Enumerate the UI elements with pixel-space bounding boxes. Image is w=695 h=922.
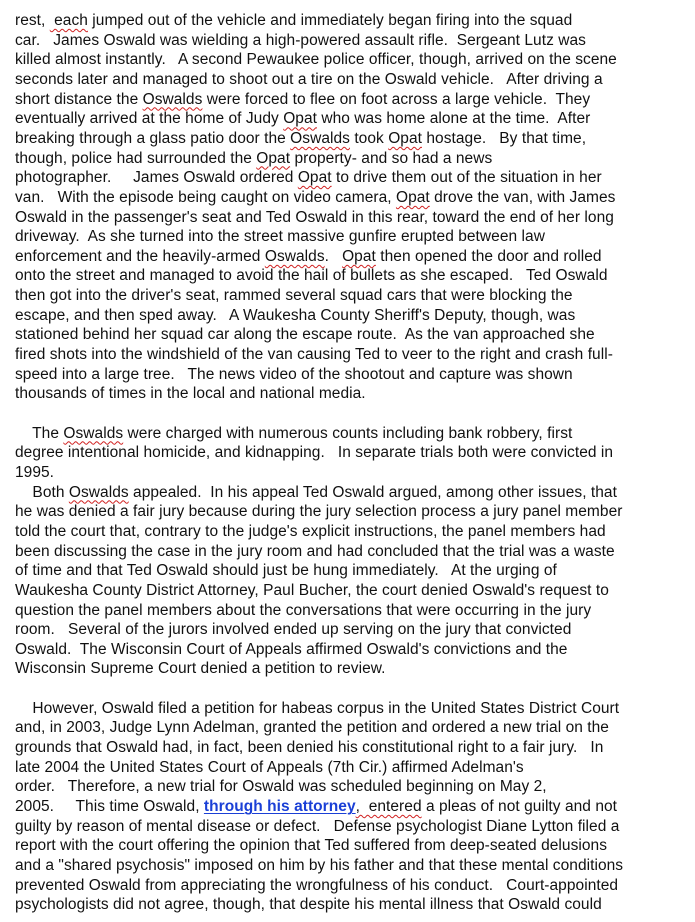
text-line <box>15 758 524 778</box>
text-run: escape, and then sped away. A Waukesha County Sheriff's Deputy, though, was <box>15 306 576 324</box>
text-run: psychologists did not agree, though, that despite his mental illness that Oswald could <box>15 896 602 914</box>
text-line <box>15 11 572 31</box>
spellcheck-flagged-word: Oswalds <box>264 247 325 265</box>
text-run: seconds later and managed to shoot out a tire on the Oswald vehicle. After driving a <box>15 70 603 88</box>
spellcheck-flagged-word: Opat <box>395 188 430 206</box>
text-run: then got into the driver's seat, rammed several squad cars that were blocking the <box>15 287 573 305</box>
text-run: report with the court offering the opinion that Ted suffered from deep-seated delusions <box>15 837 608 855</box>
text-line <box>15 109 590 129</box>
text-line <box>15 227 545 247</box>
text-run: and, in 2003, Judge Lynn Adelman, granted the petition and ordered a new trial on the <box>15 719 609 737</box>
text-run: fired shots into the windshield of the van causing Ted to veer to the right and crash full- <box>15 346 613 363</box>
text-run: and a "shared psychosis" imposed on him by his father and that these mental conditions <box>15 856 624 874</box>
text-run: onto the street and managed to avoid the hail of bullets as she escaped. Ted Oswald <box>15 267 608 285</box>
text-line <box>15 149 492 169</box>
text-line <box>15 836 607 856</box>
text-line <box>15 620 571 640</box>
text-line <box>15 266 608 286</box>
text-line <box>15 542 615 562</box>
text-run: stationed behind her squad car along the escape route. As the van approached she <box>15 326 595 344</box>
text-run: were charged with numerous counts including bank robbery, first <box>123 424 573 442</box>
text-run: The <box>15 424 64 442</box>
text-run: though, police had surrounded the <box>15 149 257 167</box>
spellcheck-flagged-word: Oswalds <box>290 129 350 147</box>
text-line <box>15 424 572 444</box>
text-line <box>15 31 586 51</box>
spellcheck-flagged-word: Oswalds <box>68 483 129 501</box>
text-run: Oswald in the passenger's seat and Ted Oswald in this rear, toward the end of her long <box>15 208 614 226</box>
spellcheck-flagged-word: Opat <box>297 169 332 187</box>
text-line <box>15 522 606 542</box>
text-line <box>15 895 602 915</box>
text-run: 1995. <box>15 463 55 481</box>
text-line <box>15 659 385 679</box>
text-run: However, Oswald filed a petition for habeas corpus in the United States District Court <box>15 699 620 717</box>
text-line <box>15 443 613 463</box>
text-run: told the court that, contrary to the judge's explicit instructions, the panel members had <box>15 522 606 540</box>
text-run: he was denied a fair jury because during the jury selection process a jury panel member <box>15 503 623 521</box>
text-run: room. Several of the jurors involved ended up serving on the jury that convicted <box>15 621 572 639</box>
spellcheck-flagged-word: , entered <box>355 798 422 815</box>
text-line <box>15 325 595 345</box>
text-line <box>15 384 366 404</box>
text-line <box>15 129 586 149</box>
text-line <box>15 699 619 719</box>
text-run: speed into a large tree. The news video of the shootout and capture was shown <box>15 365 573 383</box>
text-run: car. James Oswald was wielding a high-powered assault rifle. Sergeant Lutz was <box>15 31 586 49</box>
text-run: property- and so had a news <box>290 149 493 167</box>
text-run: short distance the <box>15 90 143 108</box>
text-run: killed almost instantly. A second Pewaukee police officer, though, arrived on the scene <box>15 51 617 69</box>
text-run: eventually arrived at the home of Judy <box>15 110 284 128</box>
text-run: question the panel members about the conversations that were occurring in the jury <box>15 601 592 619</box>
text-run: hostage. By that time, <box>422 129 587 147</box>
text-line <box>15 640 567 660</box>
spellcheck-flagged-word: Oswalds <box>142 90 203 108</box>
text-run: rest, <box>15 12 50 29</box>
spellcheck-flagged-word: Opat <box>342 247 376 265</box>
text-line <box>15 738 603 758</box>
text-line <box>15 188 615 208</box>
text-run: enforcement and the heavily-armed <box>15 247 265 265</box>
text-line <box>15 817 619 837</box>
text-line <box>15 345 613 365</box>
text-run: jumped out of the vehicle and immediately began firing into the squad <box>87 12 573 29</box>
text-run: Wisconsin Supreme Court denied a petition to review. <box>15 660 386 678</box>
spellcheck-flagged-word: Opat <box>388 129 422 147</box>
text-run: Oswald. The Wisconsin Court of Appeals affirmed Oswald's convictions and the <box>15 640 568 658</box>
text-line <box>15 483 617 503</box>
text-line <box>15 876 618 896</box>
attorney-link[interactable]: through his attorney <box>203 798 356 815</box>
text-line <box>15 718 609 738</box>
text-line <box>15 601 591 621</box>
text-run: a pleas of not guilty and not <box>421 798 618 815</box>
text-line <box>15 208 614 228</box>
text-run: guilty by reason of mental disease or defect. Defense psychologist Diane Lytton filed a <box>15 817 620 835</box>
text-run: driveway. As she turned into the street massive gunfire erupted between law <box>15 228 545 246</box>
text-line <box>15 502 622 522</box>
text-run: then opened the door and rolled <box>375 247 602 265</box>
text-line <box>15 561 557 581</box>
text-line <box>15 90 590 110</box>
text-run: degree intentional homicide, and kidnapping. In separate trials both were convicted in <box>15 444 614 462</box>
text-run: who was home alone at the time. After <box>317 110 591 128</box>
text-line <box>15 365 573 385</box>
text-line <box>15 70 603 90</box>
text-run: Waukesha County District Attorney, Paul Bucher, the court denied Oswald's request to <box>15 581 609 599</box>
text-run: thousands of times in the local and national media. <box>15 385 366 403</box>
spellcheck-flagged-word: Opat <box>256 149 291 167</box>
text-line <box>15 463 54 483</box>
text-run: van. With the episode being caught on video camera, <box>15 188 396 206</box>
text-line <box>15 856 623 876</box>
text-line <box>15 247 602 267</box>
text-run: 2005. This time Oswald, <box>15 798 204 815</box>
text-run: prevented Oswald from appreciating the wrongfulness of his conduct. Court-appointed <box>15 876 619 894</box>
spellcheck-flagged-word: each <box>49 12 88 29</box>
text-run: photographer. James Oswald ordered <box>15 169 298 187</box>
spellcheck-flagged-word: Opat <box>283 110 317 128</box>
text-run: grounds that Oswald had, in fact, been denied his constitutional right to a fair jury. In <box>15 739 604 756</box>
spellcheck-flagged-word: Oswalds <box>63 424 124 442</box>
text-run: late 2004 the United States Court of Appeals (7th Cir.) affirmed Adelman's <box>15 758 524 776</box>
text-run: been discussing the case in the jury room and had concluded that the trial was a waste <box>15 542 615 560</box>
text-line <box>15 50 617 70</box>
text-run: took <box>349 129 389 147</box>
text-line <box>15 797 617 817</box>
text-run: drove the van, with James <box>429 188 616 206</box>
text-run: . <box>324 247 343 265</box>
text-line <box>15 777 547 797</box>
text-line <box>15 306 575 326</box>
text-run: to drive them out of the situation in her <box>331 169 602 187</box>
text-run: of time and that Ted Oswald should just be hung immediately. At the urging of <box>15 562 557 580</box>
text-line <box>15 168 602 188</box>
text-run: order. Therefore, a new trial for Oswald was scheduled beginning on May 2, <box>15 778 547 796</box>
text-line <box>15 286 573 306</box>
text-run: breaking through a glass patio door the <box>15 129 291 147</box>
text-line <box>15 581 609 601</box>
text-run: were forced to flee on foot across a large vehicle. They <box>202 90 591 108</box>
text-run: appealed. In his appeal Ted Oswald argued, among other issues, that <box>128 483 617 501</box>
text-run: Both <box>15 483 69 501</box>
